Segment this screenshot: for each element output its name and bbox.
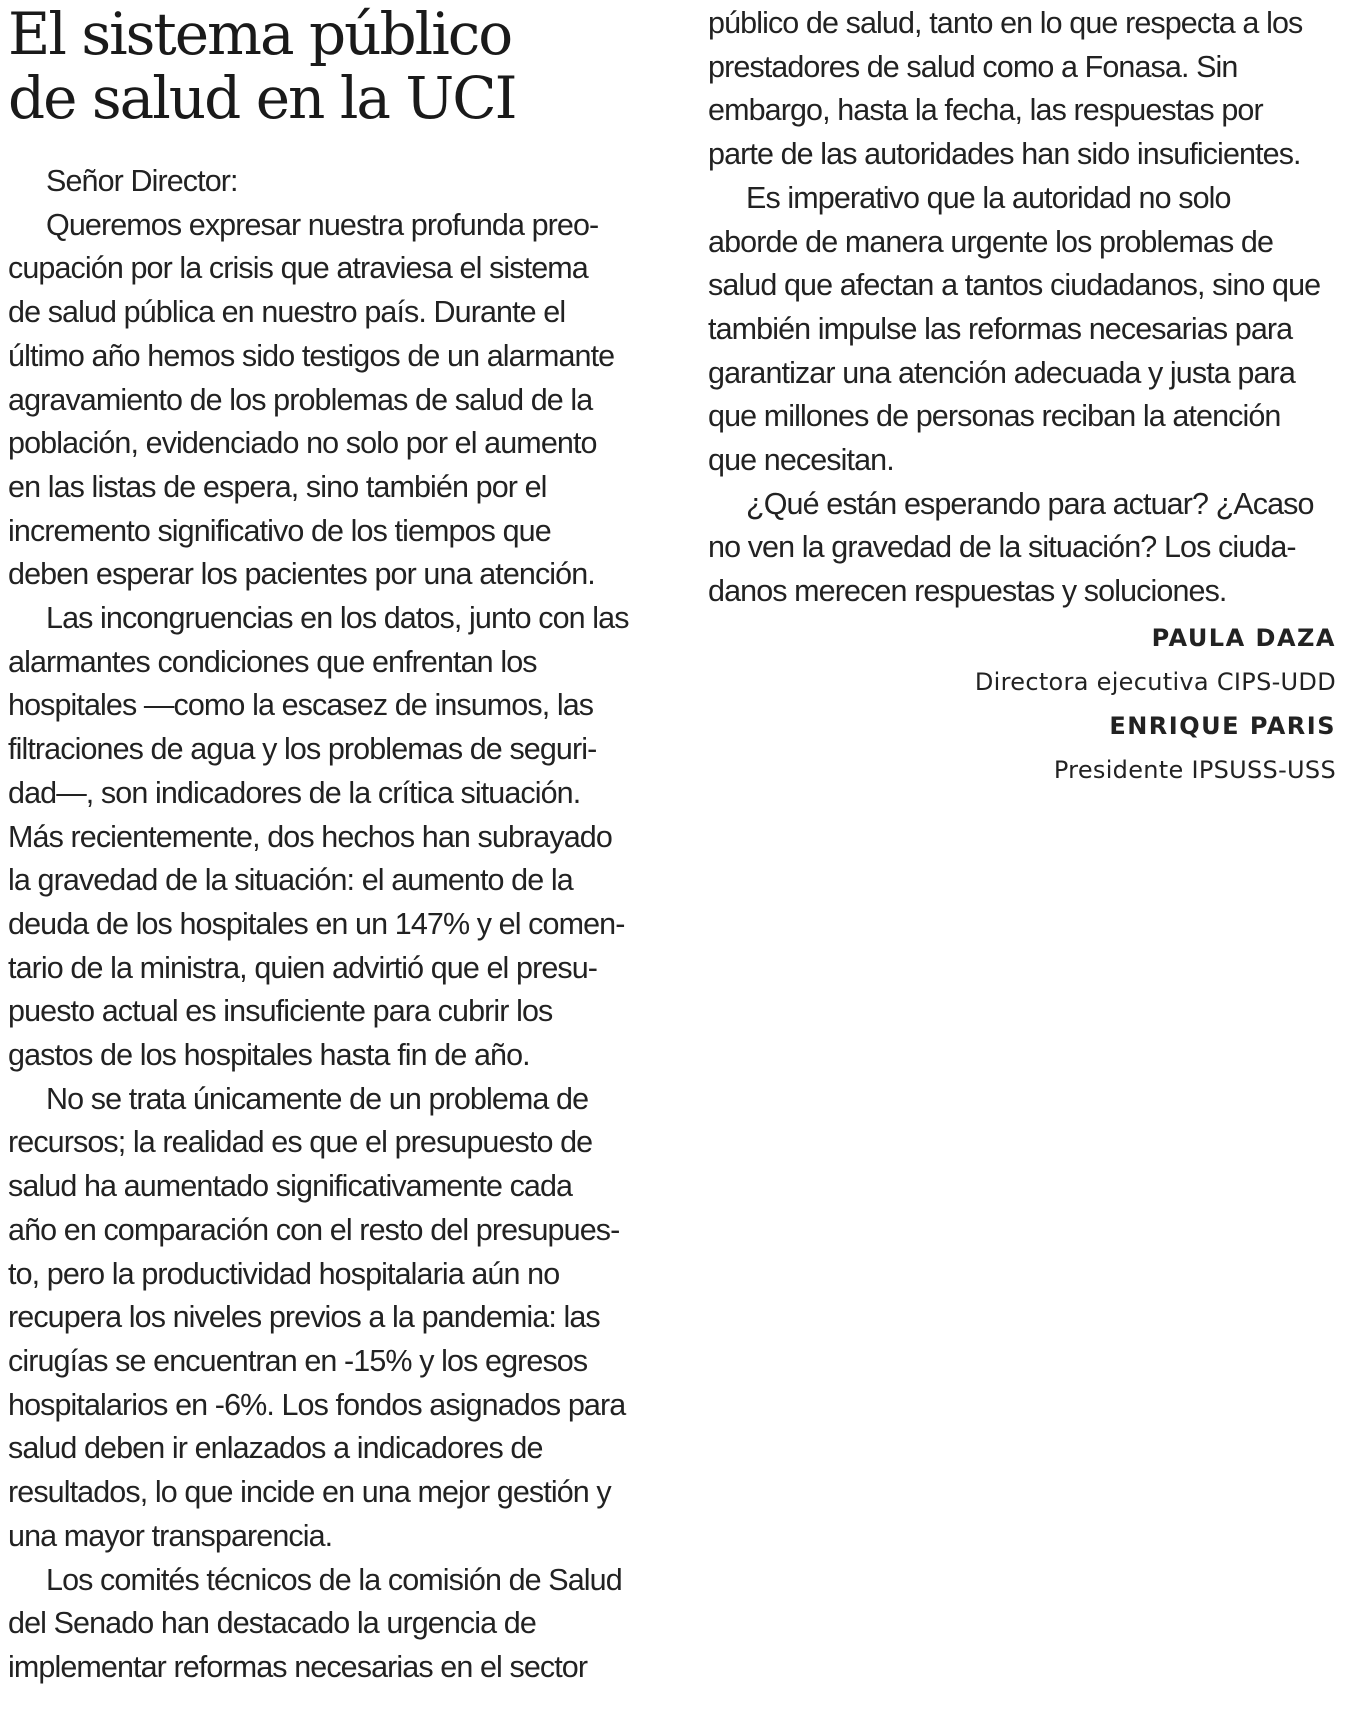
body-line: resultados, lo que incide en una mejor gestión y (8, 1475, 611, 1510)
body-line: Queremos expresar nuestra profunda preo- (46, 207, 599, 242)
headline-line: de salud en la UCI (8, 66, 516, 130)
signer-name: PAULA DAZA (1151, 624, 1336, 652)
body-line: Es imperativo que la autoridad no solo (746, 180, 1231, 215)
body-line: salud ha aumentado significativamente cada (8, 1169, 573, 1204)
body-line: deben esperar los pacientes por una atención. (8, 557, 595, 592)
body-line: recupera los niveles previos a la pandemia: las (8, 1300, 600, 1335)
body-line: cupación por la crisis que atraviesa el sistema (8, 251, 588, 286)
body-line: prestadores de salud como a Fonasa. Sin (708, 49, 1238, 84)
body-line: recursos; la realidad es que el presupuesto de (8, 1125, 593, 1160)
body-line: no ven la gravedad de la situación? Los ciuda- (708, 530, 1296, 565)
right-column (708, 2, 1348, 614)
body-line: implementar reformas necesarias en el sector (8, 1649, 588, 1684)
body-line: garantizar una atención adecuada y justa para (708, 355, 1295, 390)
body-line: cirugías se encuentran en -15% y los egresos (8, 1343, 588, 1378)
salutation: Señor Director: (46, 164, 238, 198)
body-line: agravamiento de los problemas de salud de la (8, 382, 593, 417)
body-line: incremento significativo de los tiempos que (8, 513, 551, 548)
body-line: de salud pública en nuestro país. Durante el (8, 295, 566, 330)
body-line: gastos de los hospitales hasta fin de año. (8, 1038, 530, 1073)
body-line: que millones de personas reciban la atención (708, 399, 1281, 434)
signer-role: Presidente IPSUSS-USS (1053, 756, 1336, 784)
body-line: que necesitan. (708, 443, 894, 478)
body-line: una mayor transparencia. (8, 1518, 333, 1553)
body-line: alarmantes condiciones que enfrentan los (8, 644, 537, 679)
body-line: embargo, hasta la fecha, las respuestas por (708, 93, 1263, 128)
body-line: salud que afectan a tantos ciudadanos, sino que (708, 268, 1321, 303)
headline (8, 2, 598, 130)
signer-role: Directora ejecutiva CIPS-UDD (974, 668, 1336, 696)
body-line: también impulse las reformas necesarias para (708, 311, 1293, 346)
body-line: Los comités técnicos de la comisión de Salud (46, 1562, 622, 1597)
body-line: Las incongruencias en los datos, junto con las (46, 601, 629, 636)
body-line: aborde de manera urgente los problemas de (708, 224, 1274, 259)
body-line: la gravedad de la situación: el aumento de la (8, 863, 573, 898)
body-line: año en comparación con el resto del presupues- (8, 1212, 620, 1247)
body-line: en las listas de espera, sino también por el (8, 469, 547, 504)
left-column (8, 160, 658, 1690)
body-line: deuda de los hospitales en un 147% y el comen- (8, 906, 625, 941)
body-line: puesto actual es insuficiente para cubrir los (8, 994, 553, 1029)
body-line: danos merecen respuestas y soluciones. (708, 574, 1227, 609)
body-line: ¿Qué están esperando para actuar? ¿Acaso (746, 486, 1314, 521)
body-line: to, pero la productividad hospitalaria aún no (8, 1256, 560, 1291)
body-line: Más recientemente, dos hechos han subrayado (8, 819, 612, 854)
body-line: hospitalarios en -6%. Los fondos asignados para (8, 1387, 626, 1422)
headline-line: El sistema público (8, 2, 512, 66)
body-line: dad—, son indicadores de la crítica situación. (8, 775, 581, 810)
body-line: último año hemos sido testigos de un alarmante (8, 338, 615, 373)
body-line: población, evidenciado no solo por el aumento (8, 426, 597, 461)
signer-name: ENRIQUE PARIS (1109, 712, 1336, 740)
body-line: tario de la ministra, quien advirtió que el presu- (8, 950, 598, 985)
body-line: parte de las autoridades han sido insuficientes. (708, 137, 1301, 172)
signatures-block (896, 616, 1336, 792)
body-line: salud deben ir enlazados a indicadores de (8, 1431, 543, 1466)
body-line: público de salud, tanto en lo que respecta a los (708, 6, 1303, 40)
body-line: hospitales —como la escasez de insumos, las (8, 688, 594, 723)
body-line: del Senado han destacado la urgencia de (8, 1606, 536, 1641)
body-line: filtraciones de agua y los problemas de seguri- (8, 732, 597, 767)
body-line: No se trata únicamente de un problema de (46, 1081, 589, 1116)
